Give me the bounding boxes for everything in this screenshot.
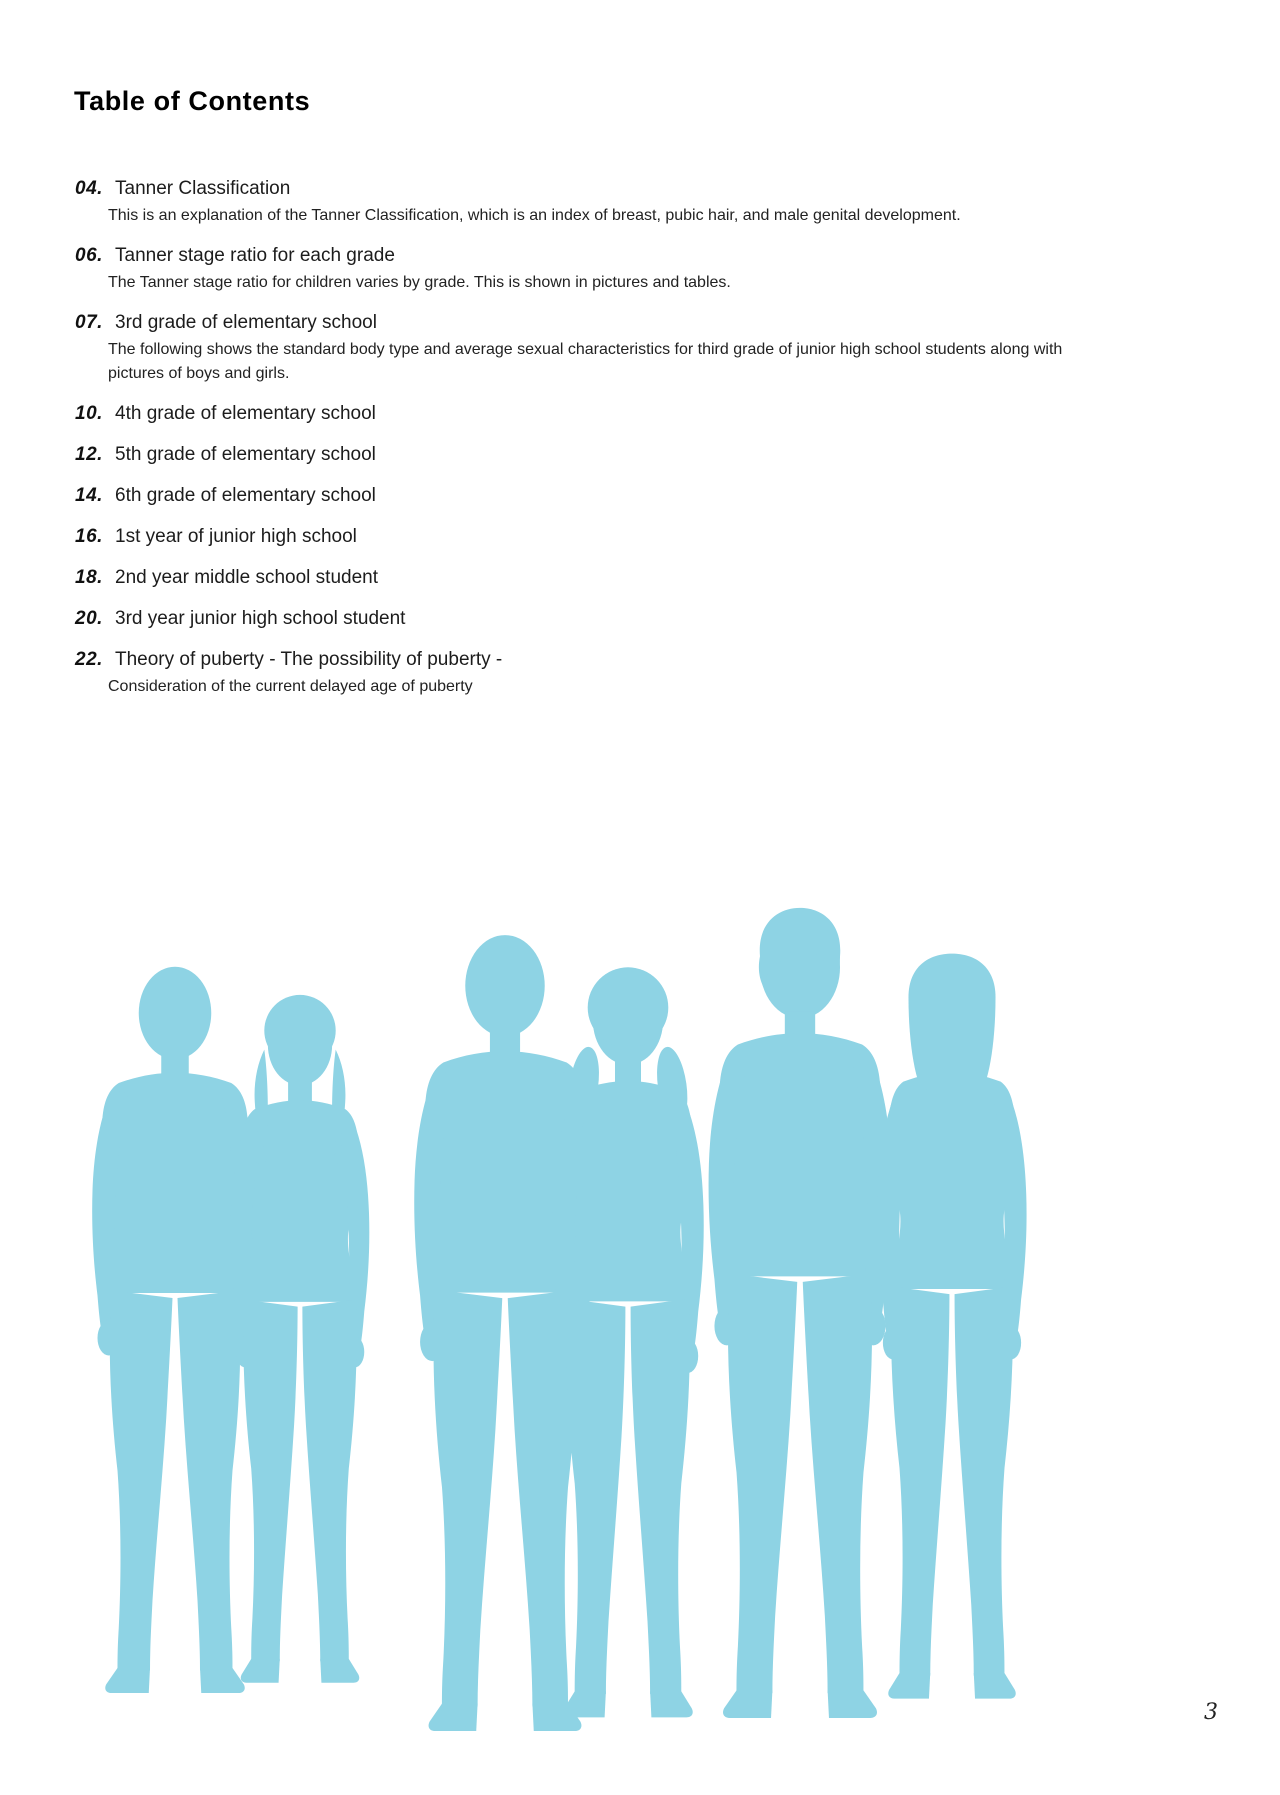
entry-description: This is an explanation of the Tanner Classification, which is an index of breast, pubic hair, and male genital development.	[108, 207, 961, 224]
entry-title: 4th grade of elementary school	[115, 403, 376, 424]
entry-title: 6th grade of elementary school	[115, 485, 376, 506]
entry-description: Consideration of the current delayed age of puberty	[108, 678, 473, 695]
toc-entry	[75, 401, 1225, 427]
entry-title: 5th grade of elementary school	[115, 444, 376, 465]
toc-entry	[75, 606, 1225, 632]
boy-shaggy-hair-silhouette	[709, 908, 892, 1718]
toc-entry	[75, 310, 1225, 386]
entry-title: Tanner stage ratio for each grade	[115, 245, 395, 266]
entry-number: 06.	[75, 245, 103, 266]
girl-bob-silhouette	[877, 954, 1026, 1699]
girl-ponytails-silhouette	[552, 967, 703, 1717]
toc-entry	[75, 483, 1225, 509]
entry-title: 1st year of junior high school	[115, 526, 357, 547]
children-silhouettes-illustration	[80, 898, 1060, 1768]
toc-entry	[75, 176, 1225, 228]
toc-entry	[75, 442, 1225, 468]
entry-number: 22.	[75, 649, 103, 670]
entry-description: The following shows the standard body type and average sexual characteristics for third grade of junior high school students along with pictures of boys and girls.	[108, 341, 1063, 382]
entry-number: 16.	[75, 526, 103, 547]
entry-number: 10.	[75, 403, 103, 424]
boy-short-hair-silhouette	[92, 967, 258, 1693]
girl-braids-silhouette	[231, 995, 370, 1683]
toc-entry	[75, 647, 1225, 699]
entry-number: 18.	[75, 567, 103, 588]
toc-entry	[75, 243, 1225, 295]
toc-list	[75, 176, 1225, 714]
entry-title: Tanner Classification	[115, 178, 291, 199]
entry-title: Theory of puberty - The possibility of puberty -	[115, 649, 503, 670]
page-number: 3	[1204, 1700, 1218, 1725]
entry-description: The Tanner stage ratio for children varies by grade. This is shown in pictures and tables.	[108, 274, 731, 291]
page-title: Table of Contents	[74, 86, 311, 116]
toc-entry	[75, 565, 1225, 591]
entry-title: 2nd year middle school student	[115, 567, 378, 588]
entry-number: 20.	[75, 608, 103, 629]
toc-entry	[75, 524, 1225, 550]
entry-title: 3rd year junior high school student	[115, 608, 406, 629]
entry-number: 07.	[75, 312, 103, 333]
entry-number: 12.	[75, 444, 103, 465]
entry-number: 14.	[75, 485, 103, 506]
entry-number: 04.	[75, 178, 103, 199]
entry-title: 3rd grade of elementary school	[115, 312, 377, 333]
